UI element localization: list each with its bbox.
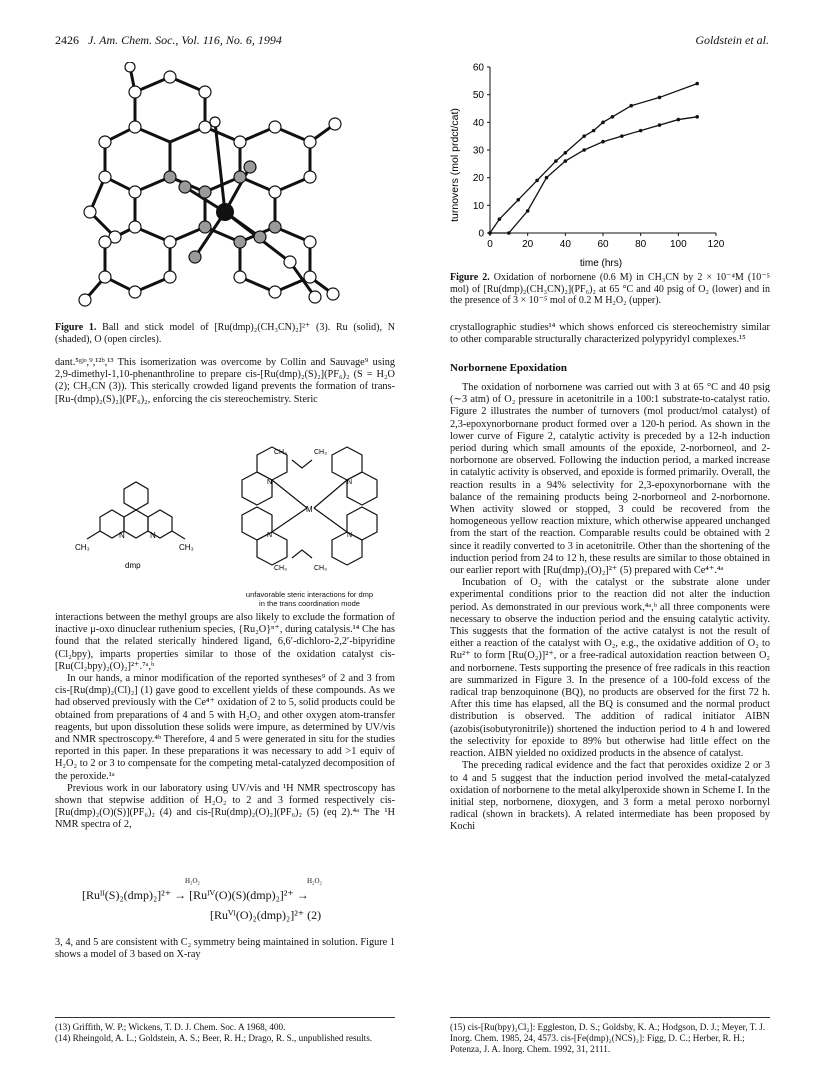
right-para3: The preceding radical evidence and the fact that peroxides oxidize 2 or 3 to 4 and 5 suggest that the induction period involved the metal-catalyzed oxidation of norbornene to the metal alkylperoxide shown in Scheme I. In the initial step, norbornene, dioxygen, and 3 form a metal peroxo norbornyl radical (shown in brackets). A related intermediate has been proposed by Kochi [450, 760, 770, 833]
footnotes-left [55, 1022, 395, 1044]
chart-y-tick-label: 20 [472, 173, 484, 185]
chart-point [611, 115, 615, 119]
svg-text:N: N [267, 479, 273, 486]
chart-x-tick-label: 0 [487, 239, 493, 250]
chart-x-tick-label: 80 [635, 239, 647, 250]
left-col-end [55, 937, 395, 961]
svg-text:M: M [306, 505, 313, 514]
chart-point [601, 140, 605, 144]
chart-y-tick-label: 40 [472, 117, 484, 129]
section-heading: Norbornene Epoxidation [450, 362, 568, 374]
right-para2: Incubation of O₂ with the catalyst or the substrate alone under experimental conditions prior to the reaction did not alter the induction period. As demonstrated in our previous work,⁴ᵃ,ᵇ all three components were necessary to observe the induction period and the ensuing catalytic activity. This suggests that the formation of the active catalyst is not the result of either a reaction of the catalyst with O₂, e.g., the oxidative addition of O₂ to Ru²⁺ to form [Ru(O₂)]²⁺, or a free-radical autoxidation reaction between O₂ and norbornene. Tests supporting the presence of free radicals in this reaction are summarized in Figure 3. In the presence of a 100-fold excess of the radical trap benzoquinone (BQ), no products are observed for the first 72 h. After this time has elapsed, all the BQ is consumed and the normal product distribution is observed. The addition of radical initiator AIBN (azobis(isobutyronitrile)) shortened the induction period to 4 h and lowered the selectivity for epoxide to 89% but otherwise had little effect on the reaction. AIBN yielded no oxidized products in the absence of catalyst. [450, 577, 770, 760]
chart-point [488, 231, 492, 235]
footnotes-right [450, 1022, 770, 1055]
eq-arrow-reagent-2: H₂O₂ [307, 877, 322, 885]
left-para4: Previous work in our laboratory using UV/vis and ¹H NMR spectroscopy has shown that stepwise addition of H₂O₂ to 2 and 3 formed respectively cis-[Ru(dmp)₂(O)(S)](PF₆)₂ (4) and cis-[Ru(dmp)₂(O)₂](PF₆)₂ (5) (eq 2).⁴ᵃ The ¹H NMR spectra of 2, [55, 782, 395, 831]
chart-y-tick-label: 50 [472, 90, 484, 102]
svg-text:CH₃: CH₃ [314, 449, 327, 456]
svg-text:CH₃: CH₃ [75, 543, 90, 552]
footnote-13: (13) Griffith, W. P.; Wickens, T. D. J. Chem. Soc. A 1968, 400. [55, 1022, 286, 1032]
scheme-caption-line2: in the trans coordination mode [259, 599, 360, 608]
page-number: 2426 [55, 33, 79, 47]
chart-y-tick-label: 60 [472, 62, 484, 74]
running-header-left [55, 33, 282, 48]
chart-x-tick-label: 100 [669, 239, 687, 250]
chart-point [677, 118, 681, 122]
footnote-rule-left [55, 1017, 395, 1018]
chart-x-tick-label: 60 [597, 239, 609, 250]
figure2-caption-label: Figure 2. [450, 272, 490, 283]
chart-point [695, 115, 699, 119]
running-header-authors: Goldstein et al. [695, 33, 769, 47]
chart-point [601, 121, 605, 125]
figure2-chart [438, 55, 738, 270]
figure1-caption [55, 322, 395, 345]
chart-xlabel: time (hrs) [579, 258, 623, 269]
chart-point [554, 159, 558, 163]
chart-series-line-2 [490, 117, 697, 233]
chart-point [658, 96, 662, 100]
left-para5: 3, 4, and 5 are consistent with C₂ symmetry being maintained in solution. Figure 1 shows a model of 3 based on X-ray [55, 937, 395, 961]
left-para2: interactions between the methyl groups are also likely to exclude the formation of inactive μ-oxo dinuclear ruthenium species, {Ru₂O}ⁿ⁺, during catalysis.¹⁴ Che has found that the related sterically hindered ligand, 6,6′-dichloro-2,2′-bipyridine (Cl₂bpy), imparts properties similar to those of the oxidation catalyst cis-[Ru(Cl₂bpy)₂(O)₂]²⁺.⁷ᵃ,ᵇ [55, 612, 395, 672]
trans-complex-structure [222, 440, 397, 590]
chart-y-tick-label: 30 [472, 145, 484, 157]
chart-point [592, 129, 596, 133]
svg-text:N: N [119, 531, 125, 540]
figure1-caption-text: Ball and stick model of [Ru(dmp)₂(CH₃CN)₂]²⁺ (3). Ru (solid), N (shaded), O (open circles). [55, 322, 395, 345]
svg-text:N: N [347, 479, 353, 486]
equation-line1: [Ruᴵᴵ(S)₂(dmp)₂]²⁺ → [Ruᴵⱽ(O)(S)(dmp)₂]²⁺ → [82, 888, 309, 902]
right-para1: The oxidation of norbornene was carried out with 3 at 65 °C and 40 psig (∼3 atm) of O₂ pressure in acetonitrile in a 100:1 substrate-to-catalyst ratio. Figure 2 illustrates the number of turnovers (mol product/mol catalyst) of 2,3-epoxynorbornane product formed over a 120-h period. As shown in the lower curve of Figure 2, catalytic activity is preceded by a 12-h induction period during which small amounts of the epoxide, 2-norborneol, and 2-norbornone are observed. Following the induction period, a marked increase in catalytic activity is observed, and epoxide is formed primarily. Overall, the reaction results in a 94% selectivity for 2,3-epoxynorbornane with the balance of the remaining products being 2-norborneol and 2-norbornone. When activity slowed or stopped, 3 could be recovered from the homogeneous yellow reaction mixture, which otherwise appeared unchanged from the start of the reaction. Comparable results could be obtained with 2 since it readily converted to 3 in acetonitrile. Other than the shortening of the induction period from 24 to 12 h, these results are similar to those obtained in our earlier report with [Ru(dmp)₂(O)₂]²⁺ (5) prepared with Ce⁴⁺.⁴ᵃ [450, 382, 770, 577]
footnote-14: (14) Rheingold, A. L.; Goldstein, A. S.; Beer, R. H.; Drago, R. S., unpublished results. [55, 1033, 373, 1043]
figure2-caption-text: Oxidation of norbornene (0.6 M) in CH₃CN by 2 × 10⁻⁴M (10⁻⁵ mol) of [Ru(dmp)₂(CH₃CN)₂](PF₆)₂ at 65 °C and 40 psig of O₂ (lower) and in the presence of 3 × 10⁻⁵ mol of 0.2 M H₂O₂ (upper). [450, 272, 770, 306]
chart-x-tick-label: 20 [522, 239, 534, 250]
chart-point [695, 82, 699, 86]
scheme-caption-line1: unfavorable steric interactions for dmp [245, 590, 374, 599]
figure2-caption [450, 272, 770, 307]
svg-text:CH₃: CH₃ [274, 565, 287, 572]
chart-point [620, 134, 624, 138]
chart-series-line-1 [490, 84, 697, 233]
chart-point [535, 179, 539, 183]
equation-line2: [Ruⱽᴵ(O)₂(dmp)₂]²⁺ (2) [210, 908, 322, 922]
eq-arrow-reagent-1: H₂O₂ [185, 877, 200, 885]
svg-text:N: N [347, 532, 353, 539]
chart-point [498, 217, 502, 221]
chart-x-tick-label: 40 [559, 239, 571, 250]
dmp-structure [75, 462, 205, 572]
chart-point [516, 198, 520, 202]
chart-point [639, 129, 643, 133]
chart-point [507, 231, 511, 235]
dmp-label: dmp [125, 561, 141, 570]
chart-ylabel: turnovers (mol prdct/cat) [449, 108, 461, 222]
svg-text:CH₃: CH₃ [314, 565, 327, 572]
footnote-rule-right [450, 1017, 770, 1018]
chart-point [564, 151, 568, 155]
left-para3: In our hands, a minor modification of the reported syntheses⁹ of 2 and 3 from cis-[Ru(dmp)₂(Cl)₂] (1) gave good to excellent yields of these compounds. As we had observed previously with the Ce⁴⁺ oxidation of 2 to 5, solid products could be obtained from preparations of 4 and 5 with H₂O₂ and other oxygen atom-transfer reagents, but upon dissolution these solids were impure, as determined by UV/vis and NMR spectroscopy.⁴ᵇ Therefore, 4 and 5 were generated in situ for the studies reported in this paper. In these preparations it was necessary to add >1 equiv of H₂O₂ to 2 or 3 to compensate for the competing metal-catalyzed decomposition of the peroxide.¹ᵃ [55, 673, 395, 782]
svg-text:CH₃: CH₃ [274, 449, 287, 456]
chart-x-tick-label: 120 [707, 239, 725, 250]
right-col-top [450, 322, 770, 346]
chart-point [526, 209, 530, 213]
footnote-15: (15) cis-[Ru(bpy)₂Cl₂]: Eggleston, D. S.; Goldsby, K. A.; Hodgson, D. J.; Meyer, T. J. Inorg. Chem. 1985, 24, 4573. cis-[Fe(dmp)₂(NCS)₂]: Figg, D. C.; Herber, R. H.; Potenza, J. A. Inorg. Chem. 1992, 31, 2111. [450, 1022, 766, 1054]
svg-text:N: N [150, 531, 156, 540]
chart-point [582, 134, 586, 138]
left-para1: dant.⁵ᵍʲᵒ,⁹,¹²ᵇ,¹³ This isomerization was overcome by Collin and Sauvage⁹ using 2,9-dimethyl-1,10-phenanthroline to prepare cis-[Ru(dmp)₂(S)₂](PF₆)₂ (S = H₂O (2); CH₃CN (3)). This sterically crowded ligand prevents the formation of trans-[Ru-(dmp)₂(S)₂](PF₆)₂, enforcing the cis stereochemistry. Steric [55, 357, 395, 405]
chart-point [629, 104, 633, 108]
right-col-main [450, 382, 770, 834]
chart-point [658, 123, 662, 127]
svg-text:CH₃: CH₃ [179, 543, 194, 552]
chart-y-tick-label: 0 [478, 228, 484, 240]
figure1-ball-stick-model [75, 62, 355, 317]
chart-point [564, 159, 568, 163]
right-para0: crystallographic studies¹⁴ which shows enforced cis stereochemistry similar to other comparable structurally characterized polypyridyl complexes.¹⁵ [450, 322, 770, 346]
chart-point [582, 148, 586, 152]
chart-y-tick-label: 10 [472, 200, 484, 212]
journal-citation: J. Am. Chem. Soc., Vol. 116, No. 6, 1994 [88, 33, 282, 47]
scheme-caption [222, 590, 397, 608]
chart-point [545, 176, 549, 180]
svg-text:N: N [267, 532, 273, 539]
figure1-caption-label: Figure 1. [55, 322, 97, 333]
left-col-para1 [55, 357, 395, 406]
left-col-main [55, 612, 395, 832]
